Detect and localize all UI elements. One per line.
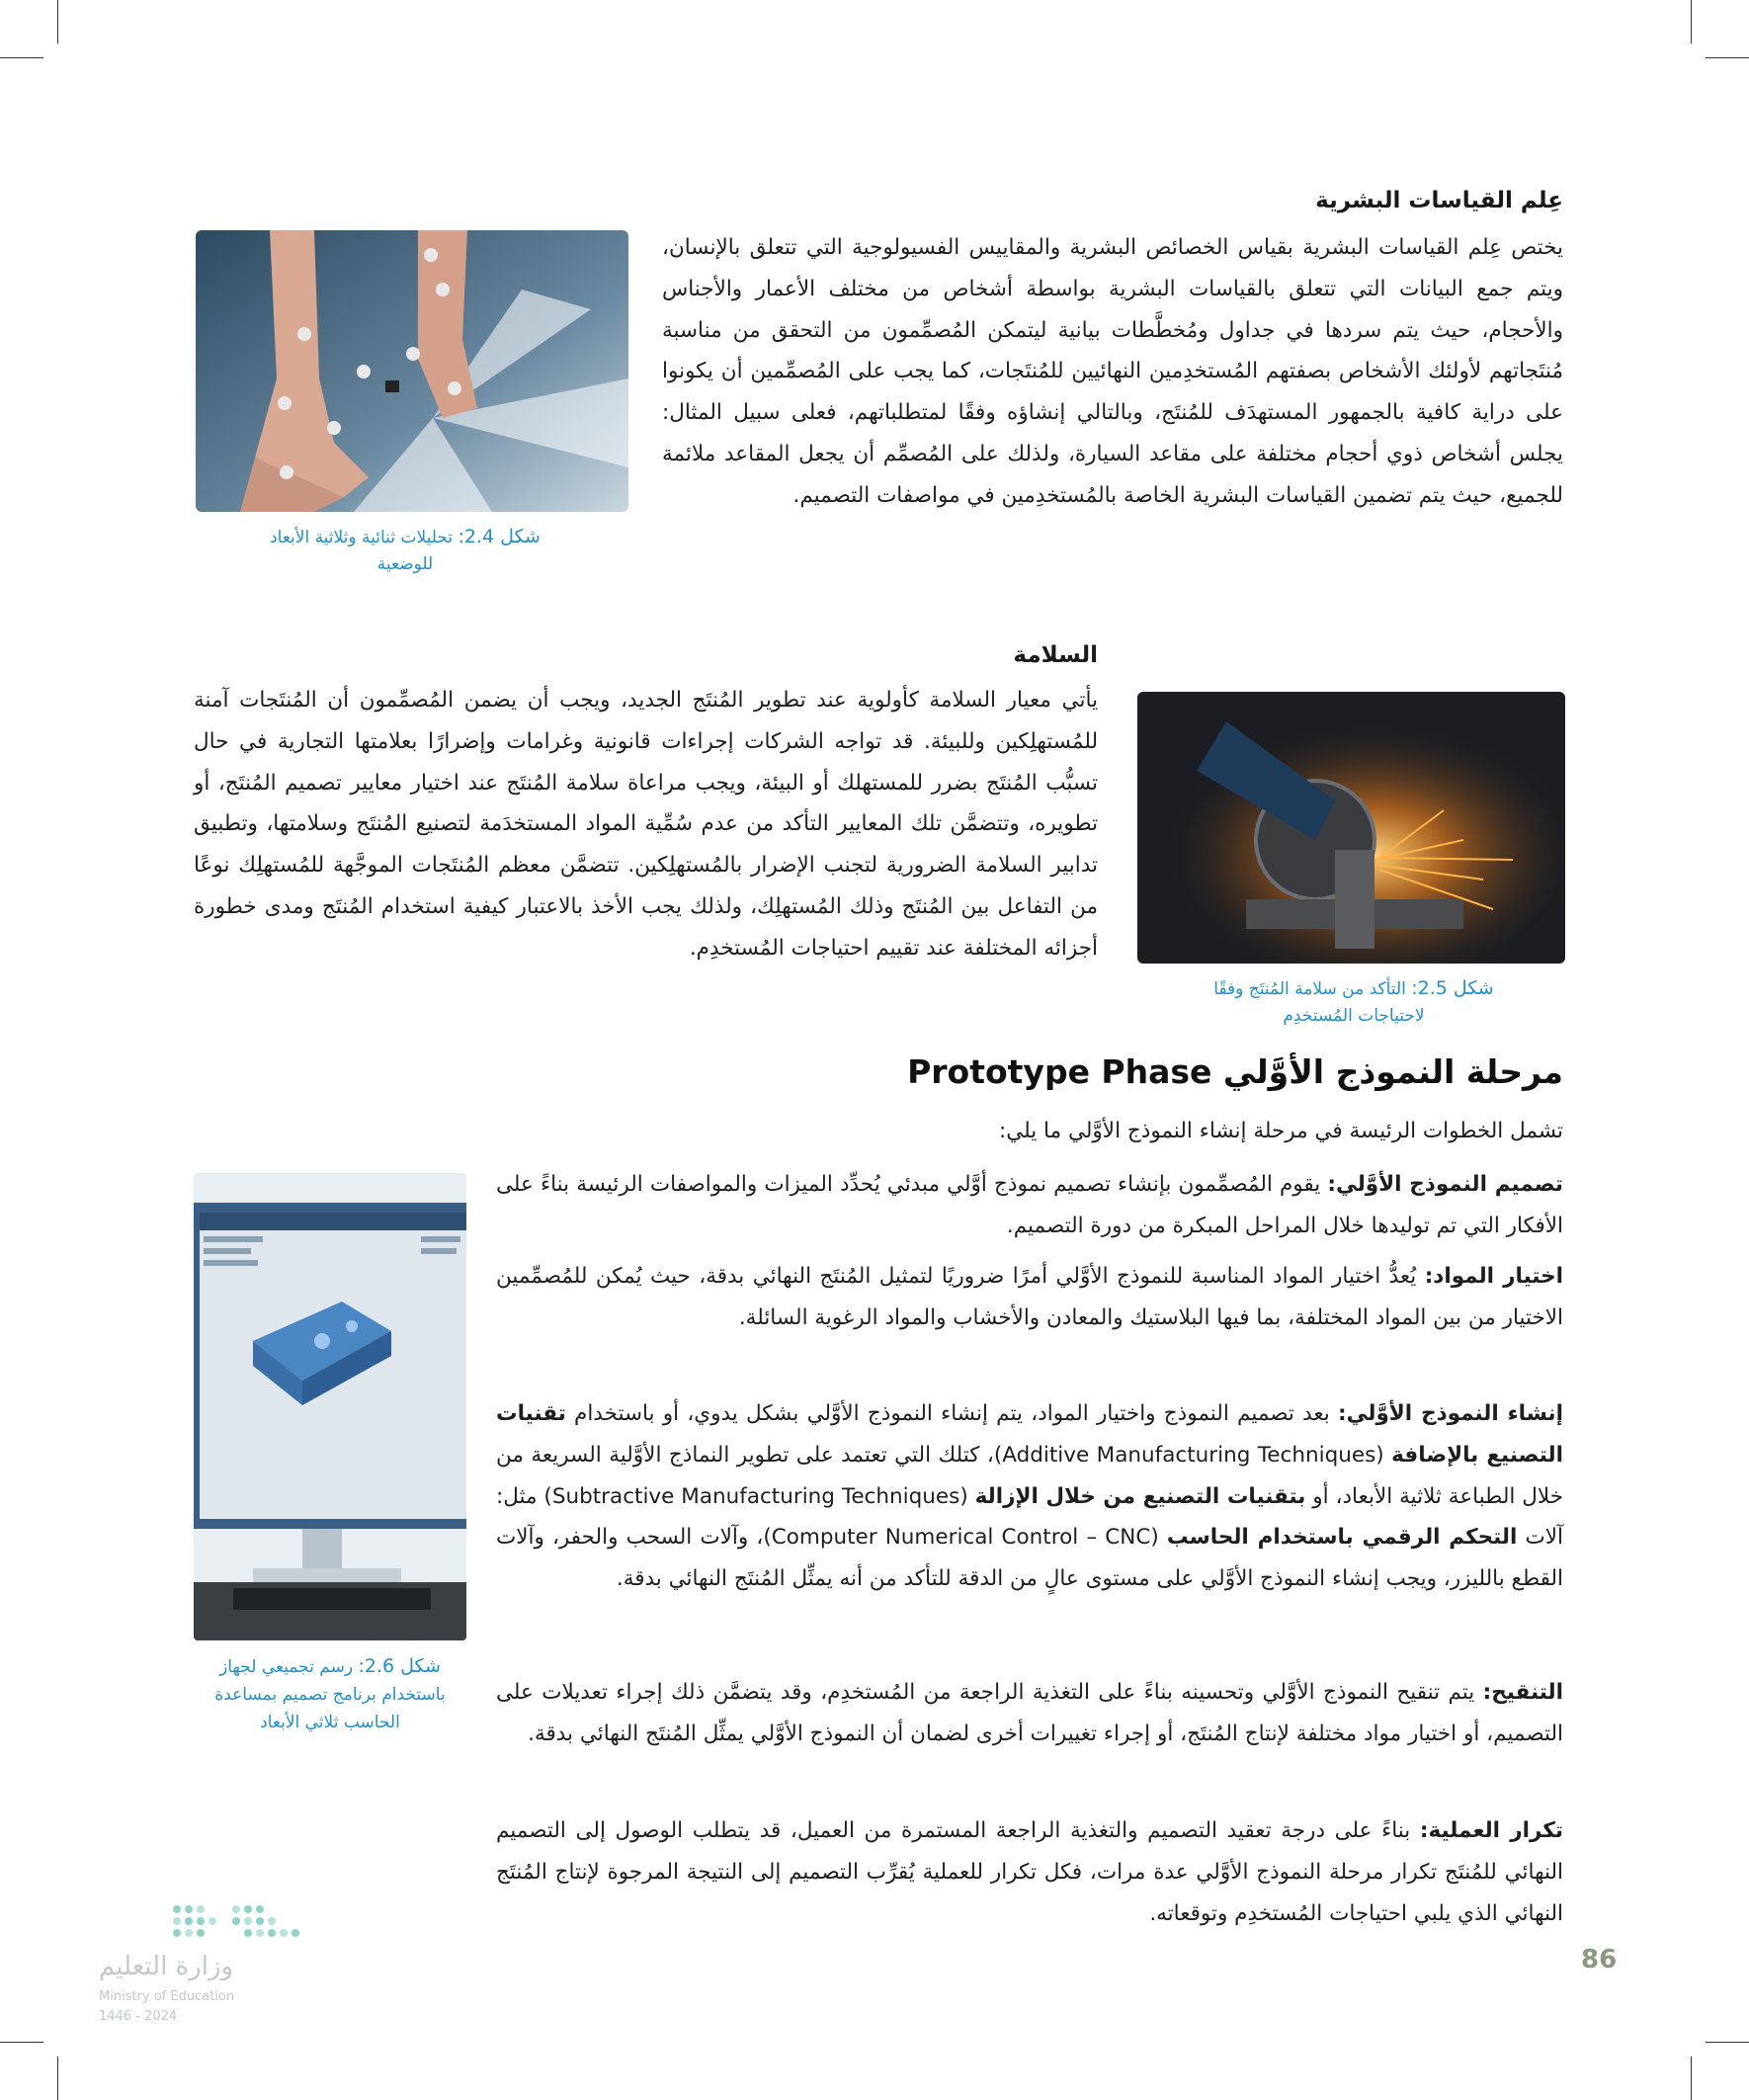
logo-dot <box>173 1905 181 1913</box>
step-text: بناءً على درجة تعقيد التصميم والتغذية الراجعة المستمرة من العميل، قد يتطلب الوصول إلى التصميم النهائي للمُنتَج تكرار مرحلة النموذج الأوَّلي عدة مرات، فكل تكرار للعملية يُقرِّب التصميم إلى النتيجة المرجوة لإنتاج المُنتَج النهائي الذي يلبي احتياجات المُستخدِم وتوقعاته. <box>496 1818 1563 1926</box>
step-text: يُعدُّ اختيار المواد المناسبة للنموذج الأوَّلي أمرًا ضروريًا لتمثيل المُنتَج النهائي بدقة، حيث يُمكن للمُصمِّمين الاختيار من بين المواد المختلفة، بما فيها البلاستيك والمعادن والأخشاب والمواد الرغوية السائلة. <box>496 1264 1563 1330</box>
step-prototype-design <box>496 1164 1563 1247</box>
prototype-title-en: Prototype Phase <box>907 1052 1212 1091</box>
figure-2-4-text: تحليلات ثنائية وثلاثية الأبعاد للوضعية <box>270 528 454 574</box>
logo-dot <box>232 1917 240 1925</box>
ministry-name-english: Ministry of Education <box>99 1989 235 2004</box>
figure-2-5-caption <box>1196 975 1512 1030</box>
logo-dot <box>244 1929 252 1937</box>
step-material-selection <box>496 1256 1563 1339</box>
step-text: يقوم المُصمِّمون بإنشاء تصميم نموذج أوَّلي مبدئي يُحدِّد الميزات والمواصفات الرئيسة بناءً على الأفكار التي تم توليدها خلال المراحل المبكرة من دورة التصميم. <box>496 1172 1563 1238</box>
page-number: 86 <box>1581 1945 1618 1974</box>
step-term: التنقيح: <box>1482 1680 1563 1705</box>
figure-2-4-caption <box>247 524 563 578</box>
logo-dot <box>173 1929 181 1937</box>
step-text: (Subtractive Manufacturing Techniques) مثل: آلات <box>496 1483 1563 1551</box>
crop-mark <box>1691 0 1692 43</box>
step-term: اختيار المواد: <box>1424 1264 1563 1289</box>
logo-dot <box>292 1929 299 1937</box>
logo-dot <box>268 1929 276 1937</box>
figure-2-6-text: رسم تجميعي لجهاز باستخدام برنامج تصميم بمساعدة الحاسب ثلاثي الأبعاد <box>214 1657 446 1732</box>
step-iteration <box>496 1810 1563 1934</box>
section-title-anthropometrics: عِلم القياسات البشرية <box>1315 188 1563 213</box>
step-term: تصميم النموذج الأوَّلي: <box>1327 1172 1564 1197</box>
crop-mark <box>1706 57 1749 58</box>
cnc-term: التحكم الرقمي باستخدام الحاسب <box>1166 1525 1518 1551</box>
subtractive-manufacturing-term: بتقنيات التصنيع من خلال الإزالة <box>974 1483 1306 1509</box>
logo-dot <box>268 1917 276 1925</box>
step-term: إنشاء النموذج الأوَّلي: <box>1338 1401 1563 1426</box>
logo-dot <box>185 1917 193 1925</box>
crop-mark <box>0 2042 43 2043</box>
crop-mark <box>57 2057 58 2100</box>
foot-motion-capture-photo <box>196 230 628 512</box>
step-term: تكرار العملية: <box>1419 1818 1563 1843</box>
figure-2-4-label: شكل 2.4: <box>458 526 541 547</box>
step-text: بعد تصميم النموذج واختيار المواد، يتم إنشاء النموذج الأوَّلي بشكل يدوي، أو باستخدام <box>565 1401 1339 1426</box>
logo-dot <box>173 1917 181 1925</box>
logo-dot <box>185 1905 193 1913</box>
cad-workstation-image <box>194 1173 466 1640</box>
step-text: (Additive Manufacturing Techniques)، كتلك التي تعتمد على تطوير النماذج الأوَّلية السريعة من خلال الطباعة ثلاثية الأبعاد، أو <box>496 1442 1563 1509</box>
step-text: (Computer Numerical Control – CNC)، وآلات السحب والحفر، وآلات القطع بالليزر، ويجب إنشاء النموذج الأوَّلي على مستوى عالٍ من الدقة للتأكد من أنه يمثِّل المُنتَج النهائي بدقة. <box>496 1525 1563 1592</box>
logo-dot <box>185 1929 193 1937</box>
logo-dot <box>232 1905 240 1913</box>
angle-grinder-image <box>1137 692 1565 964</box>
logo-dot <box>208 1917 216 1925</box>
cad-workstation-photo <box>194 1173 466 1640</box>
figure-2-6-label: شكل 2.6: <box>358 1655 441 1677</box>
logo-dot <box>280 1929 288 1937</box>
foot-motion-capture-image <box>196 230 628 512</box>
additive-manufacturing-term: تقنيات التصنيع بالإضافة <box>496 1401 1563 1468</box>
crop-mark <box>0 57 43 58</box>
logo-dot <box>197 1905 205 1913</box>
prototype-title-ar: مرحلة النموذج الأوَّلي <box>1222 1052 1563 1091</box>
section-title-safety: السلامة <box>1013 642 1098 668</box>
crop-mark <box>1706 2042 1749 2043</box>
logo-dot <box>244 1905 252 1913</box>
logo-dot <box>197 1917 205 1925</box>
logo-dot <box>256 1905 264 1913</box>
logo-dot <box>244 1917 252 1925</box>
section-title-prototype-phase <box>907 1052 1563 1091</box>
safety-paragraph: يأتي معيار السلامة كأولوية عند تطوير المُنتَج الجديد، ويجب أن يضمن المُصمِّمون أن المُنتَجات آمنة للمُستهلِكين وللبيئة. قد تواجه الشركات إجراءات قانونية وغرامات وإضرارًا بعلامتها التجارية في حال تسبُّب المُنتَج بضرر للمستهلك أو البيئة، ويجب مراعاة سلامة المُنتَج عند اختيار معايير تصميم المُنتَج، أو تطويره، وتتضمَّن تلك المعايير التأكد من عدم سُمِّية المواد المستخدَمة لتصنيع المُنتَج وسلامتها، وتطبيق تدابير السلامة الضرورية لتجنب الإضرار بالمُستهلِكين. تتضمَّن معظم المُنتَجات الموجَّهة للمُستهلِك نوعًا من التفاعل بين المُنتَج وذلك المُستهلِك، ولذلك يجب الأخذ بالاعتبار كيفية استخدام المُنتَج ومدى خطورة أجزائه المختلفة عند تقييم احتياجات المُستخدِم. <box>194 688 1098 961</box>
anthropometrics-paragraph: يختص عِلم القياسات البشرية بقياس الخصائص البشرية والمقاييس الفسيولوجية التي تتعلق بالإنسان، ويتم جمع البيانات التي تتعلق بالقياسات البشرية بواسطة أشخاص من مختلف الأعمار والأجناس والأحجام، حيث يتم سردها في جداول ومُخطَّطات بيانية ليتمكن المُصمِّمون من التحقق من مناسبة مُنتَجاتهم لأولئك الأشخاص بصفتهم المُستخدِمين النهائيين للمُنتَجات، كما يجب على المُصمِّمين أن يكونوا على دراية كافية بالجمهور المستهدَف للمُنتَج، وبالتالي إنشاؤه وفقًا لمتطلباتهم، فعلى سبيل المثال: يجلس أشخاص ذوي أحجام مختلفة على مقاعد السيارة، ولذلك على المُصمِّم أن يجعل المقاعد ملائمة للجميع، حيث يتم تضمين القياسات البشرية الخاصة بالمُستخدِمين في مواصفات التصميم. <box>662 235 1563 508</box>
logo-dot <box>256 1917 264 1925</box>
ministry-logo <box>173 1905 301 1945</box>
step-prototype-creation <box>496 1393 1563 1600</box>
ministry-year: 2024 - 1446 <box>99 2009 178 2024</box>
logo-dot <box>197 1929 205 1937</box>
angle-grinder-photo <box>1137 692 1565 964</box>
figure-2-5-text: التأكد من سلامة المُنتَج وفقًا لاحتياجات المُستخدِم <box>1213 979 1425 1026</box>
crop-mark <box>57 0 58 43</box>
step-refinement <box>496 1672 1563 1755</box>
figure-2-5-label: شكل 2.5: <box>1411 977 1494 999</box>
crop-mark <box>1691 2057 1692 2100</box>
logo-dot <box>256 1929 264 1937</box>
figure-2-6-caption <box>188 1652 472 1736</box>
ministry-name-arabic: وزارة التعليم <box>99 1952 234 1981</box>
prototype-intro: تشمل الخطوات الرئيسة في مرحلة إنشاء النموذج الأوَّلي ما يلي: <box>998 1119 1563 1143</box>
step-text: يتم تنقيح النموذج الأوَّلي وتحسينه بناءً على التغذية الراجعة من المُستخدِم، وقد يتضمَّن ذلك إجراء تعديلات على التصميم، أو اختيار مواد مختلفة لإنتاج المُنتَج، أو إجراء تغييرات أخرى لضمان أن النموذج الأوَّلي يمثِّل المُنتَج النهائي بدقة. <box>496 1680 1563 1746</box>
